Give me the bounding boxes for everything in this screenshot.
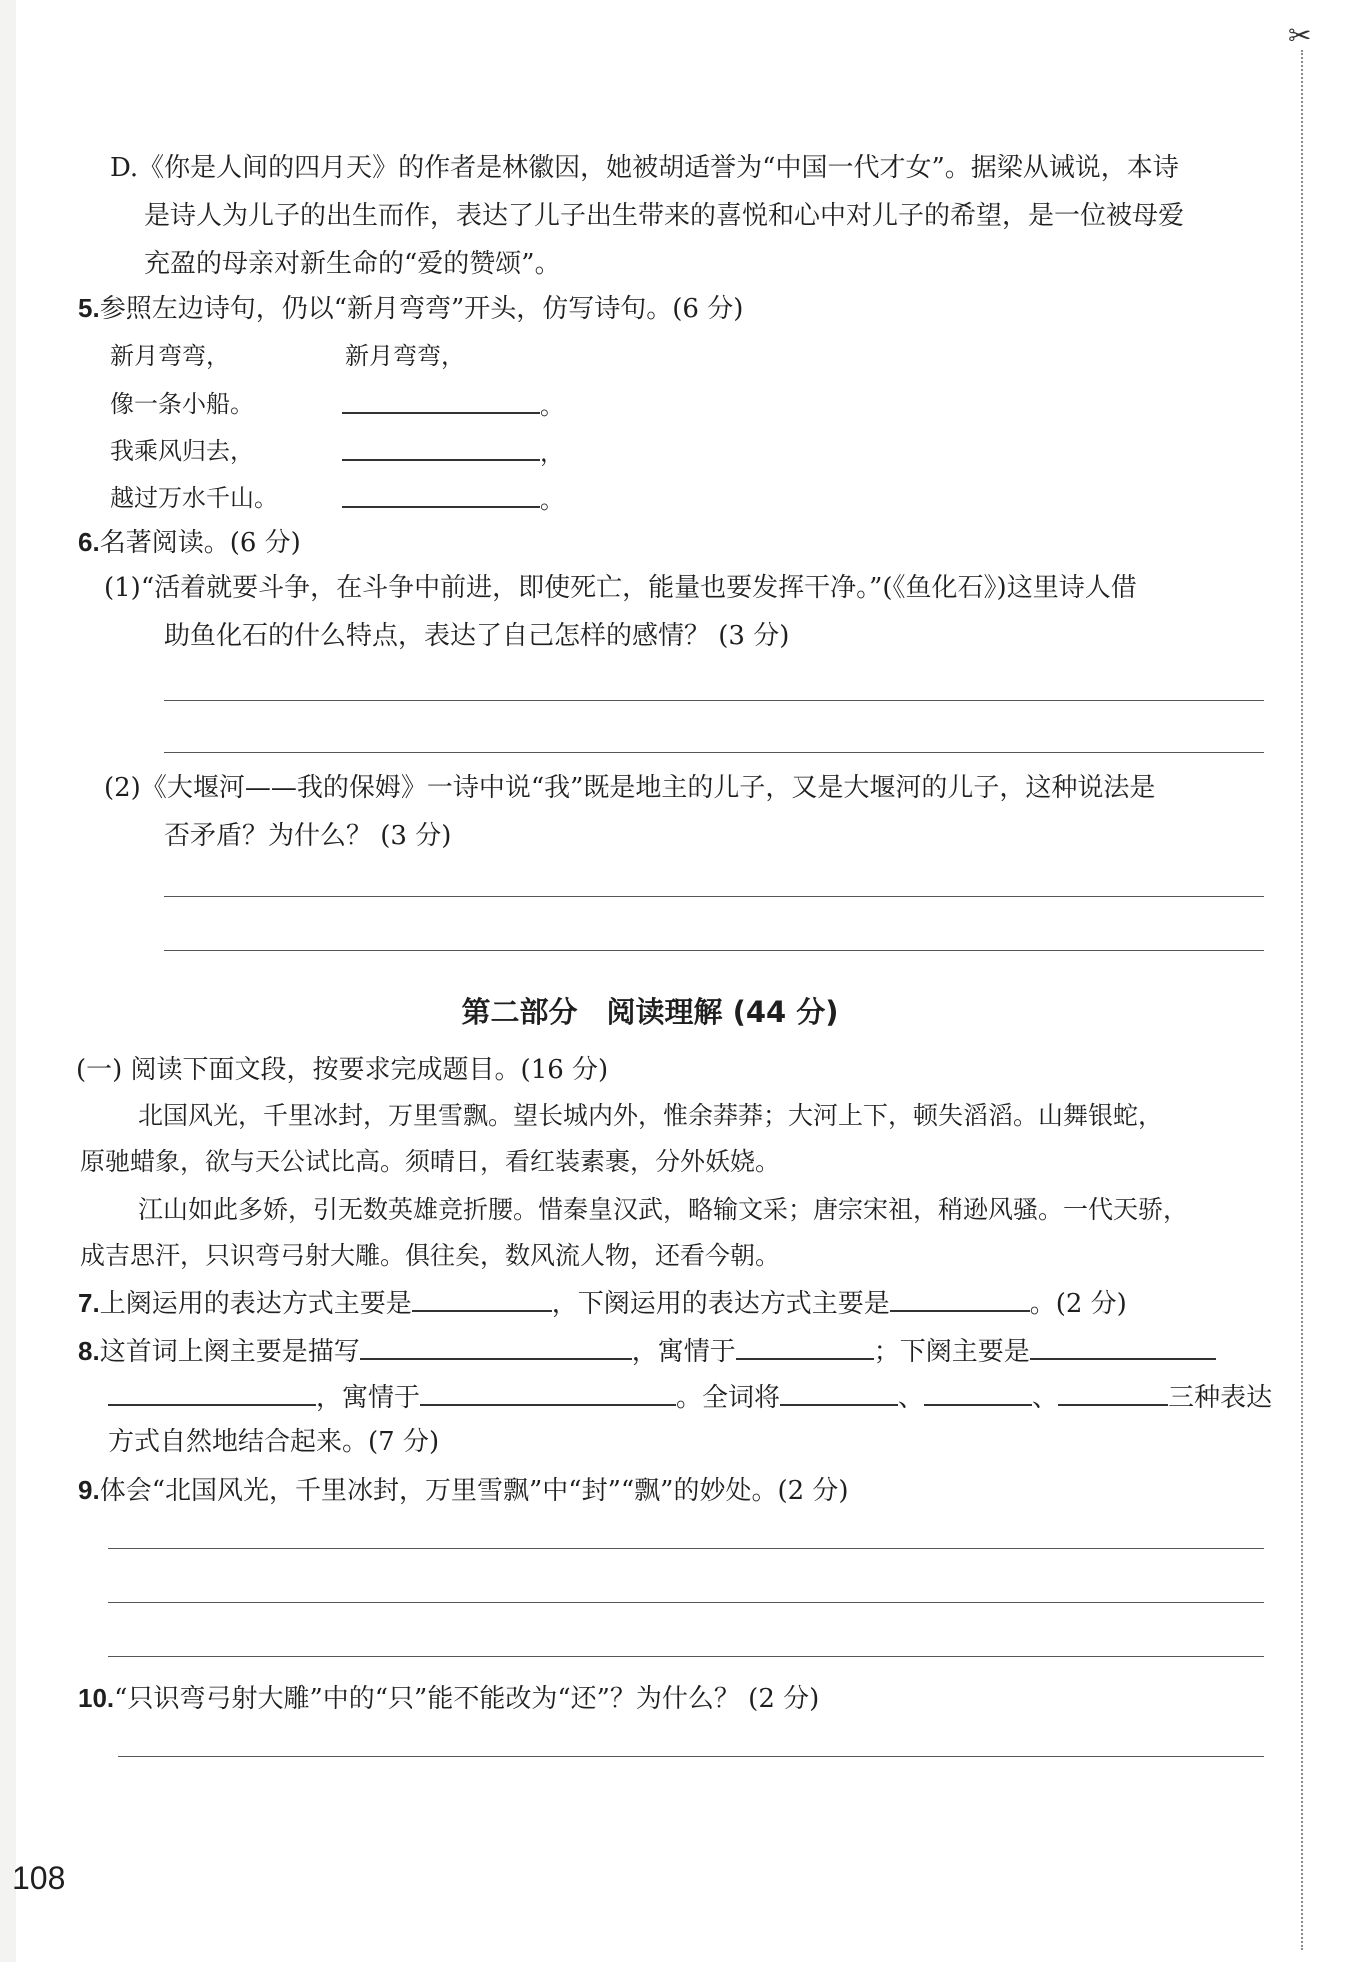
q6-sub2-line1: (2)《大堰河——我的保姆》一诗中说“我”既是地主的儿子，又是大堰河的儿子，这种说法是: [104, 773, 1156, 803]
q9-answer-line-1[interactable]: [108, 1548, 1264, 1549]
q5-answer-line-1: 。: [342, 388, 564, 422]
answer-blank[interactable]: [108, 1380, 316, 1406]
q6-sub2-line2: 否矛盾？为什么？ (3 分): [164, 821, 452, 851]
q9-answer-line-2[interactable]: [108, 1602, 1264, 1603]
question-8-line2: ，寓情于 。全词将 、 、 三种表达: [108, 1380, 1272, 1414]
q5-poem-left-2: 像一条小船。: [110, 390, 254, 418]
q5-poem-right-start: 新月弯弯，: [345, 342, 465, 370]
answer-blank[interactable]: [780, 1380, 898, 1406]
page-number: 108: [12, 1860, 66, 1896]
question-text: 名著阅读。(6 分): [99, 528, 301, 558]
answer-blank[interactable]: [1058, 1380, 1168, 1406]
scissors-icon: ✂: [1288, 19, 1312, 52]
q6-sub1-answer-line-2[interactable]: [164, 752, 1264, 753]
poem-para1-line1: 北国风光，千里冰封，万里雪飘。望长城内外，惟余莽莽；大河上下，顿失滔滔。山舞银蛇，: [138, 1101, 1164, 1130]
question-9: [78, 1474, 849, 1507]
question-text: 参照左边诗句，仍以“新月弯弯”开头，仿写诗句。(6 分): [99, 294, 744, 324]
answer-blank[interactable]: [736, 1334, 874, 1360]
answer-blank[interactable]: [420, 1380, 676, 1406]
answer-blank[interactable]: [1030, 1334, 1216, 1360]
question-number: 10.: [78, 1683, 115, 1713]
question-8-line3: 方式自然地结合起来。(7 分): [108, 1427, 440, 1457]
question-number: 8.: [78, 1336, 100, 1366]
question-number: 7.: [78, 1288, 100, 1318]
q9-answer-line-3[interactable]: [108, 1656, 1264, 1657]
question-text: 体会“北国风光，千里冰封，万里雪飘”中“封”“飘”的妙处。(2 分): [99, 1476, 849, 1506]
poem-para1-line2: 原驰蜡象，欲与天公试比高。须晴日，看红装素裹，分外妖娆。: [80, 1147, 781, 1176]
q4-option-d-line2: 是诗人为儿子的出生而作，表达了儿子出生带来的喜悦和心中对儿子的希望，是一位被母爱: [144, 201, 1185, 231]
page-left-edge: [0, 0, 16, 1962]
q5-poem-left-1: 新月弯弯，: [110, 342, 230, 370]
answer-blank[interactable]: [924, 1380, 1032, 1406]
answer-blank[interactable]: [342, 435, 540, 461]
cut-line: [1301, 50, 1303, 1950]
q4-option-d-line3: 充盈的母亲对新生命的“爱的赞颂”。: [144, 249, 561, 279]
answer-blank[interactable]: [342, 482, 540, 508]
q6-sub1-answer-line-1[interactable]: [164, 700, 1264, 701]
question-text: “只识弯弓射大雕”中的“只”能不能改为“还”？为什么？ (2 分): [114, 1684, 820, 1714]
q6-sub2-answer-line-2[interactable]: [164, 950, 1264, 951]
q5-answer-line-2: ，: [342, 435, 564, 469]
question-8-line1: 8.这首词上阕主要是描写 ，寓情于 ；下阕主要是: [78, 1334, 1216, 1368]
q5-answer-line-3: 。: [342, 482, 564, 516]
q5-poem-left-4: 越过万水千山。: [110, 484, 278, 512]
answer-blank[interactable]: [360, 1334, 632, 1360]
answer-blank[interactable]: [342, 388, 540, 414]
poem-para2-line2: 成吉思汗，只识弯弓射大雕。俱往矣，数风流人物，还看今朝。: [80, 1241, 781, 1270]
answer-blank[interactable]: [412, 1286, 552, 1312]
q6-sub1-line2: 助鱼化石的什么特点，表达了自己怎样的感情？ (3 分): [164, 621, 790, 651]
answer-blank[interactable]: [890, 1286, 1030, 1312]
q6-sub1-line1: (1)“活着就要斗争，在斗争中前进，即使死亡，能量也要发挥干净。”(《鱼化石》)这里诗人借: [104, 573, 1137, 603]
question-10: [78, 1682, 819, 1715]
part-one-title: (一) 阅读下面文段，按要求完成题目。(16 分): [76, 1055, 609, 1085]
question-5: [78, 292, 743, 325]
question-7: 7.上阕运用的表达方式主要是 ，下阕运用的表达方式主要是 。(2 分): [78, 1288, 1127, 1319]
question-6: [78, 526, 301, 559]
q4-option-d-line1: D.《你是人间的四月天》的作者是林徽因，她被胡适誉为“中国一代才女”。据梁从诫说，本诗: [110, 153, 1179, 183]
question-number: 6.: [78, 527, 100, 557]
poem-para2-line1: 江山如此多娇，引无数英雄竞折腰。惜秦皇汉武，略输文采；唐宗宋祖，稍逊风骚。一代天骄，: [138, 1195, 1189, 1224]
question-number: 5.: [78, 293, 100, 323]
section-title: 第二部分 阅读理解 (44 分): [461, 995, 839, 1029]
q5-poem-left-3: 我乘风归去，: [110, 437, 254, 465]
q10-answer-line-1[interactable]: [118, 1756, 1264, 1757]
q6-sub2-answer-line-1[interactable]: [164, 896, 1264, 897]
question-number: 9.: [78, 1475, 100, 1505]
